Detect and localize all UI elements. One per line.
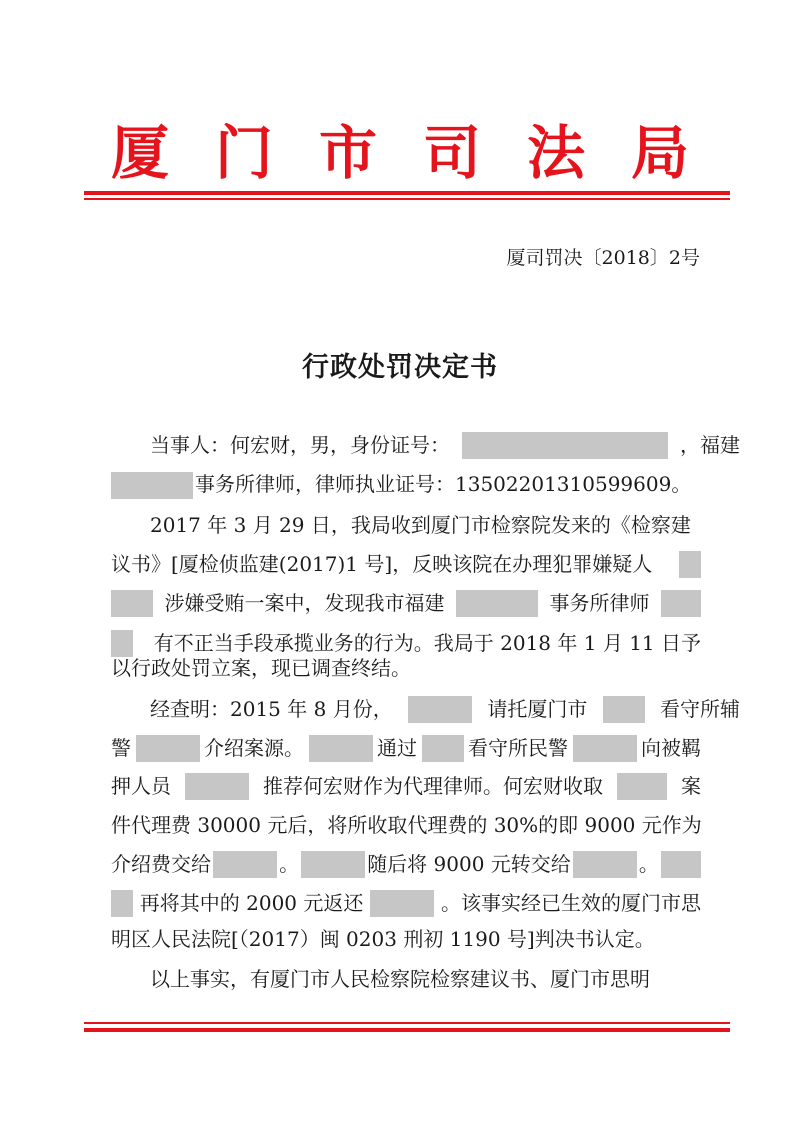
text-segment: 当事人：何宏财，男，身份证号：: [150, 433, 450, 457]
text-segment: 议书》[厦检侦监建(2017)1 号]，反映该院在办理犯罪嫌疑人: [111, 552, 653, 576]
body-line: [111, 845, 701, 884]
text-segment: 押人员: [111, 774, 171, 798]
body-line: [111, 767, 701, 806]
text-segment: 。: [638, 852, 659, 876]
redaction-person-name: [185, 773, 249, 800]
text-segment: 事务所律师，律师执业证号：13502201310599609。: [195, 472, 692, 496]
redaction-district: [603, 696, 645, 723]
body-line: [111, 920, 701, 959]
text-segment: 介绍案源。: [204, 736, 304, 760]
redaction-person-name: [370, 890, 434, 917]
text-segment: 向被羁: [641, 736, 701, 760]
redaction-person-name: [301, 851, 365, 878]
text-segment: 2017 年 3 月 29 日，我局收到厦门市检察院发来的《检察建: [150, 513, 691, 537]
body-line: [111, 545, 701, 584]
text-segment: 经查明：2015 年 8 月份，: [150, 697, 393, 721]
text-segment: 警: [111, 736, 131, 760]
body-line: [150, 506, 740, 545]
redaction-law-firm: [111, 472, 193, 499]
text-segment: 有不正当手段承揽业务的行为。我局于 2018 年 1 月 11 日予: [153, 631, 701, 655]
footer-rule-thin: [84, 1022, 730, 1024]
redaction-person-name: [309, 735, 373, 762]
footer-rule-thick: [84, 1028, 730, 1032]
redaction-person-name: [573, 851, 637, 878]
redaction-law-firm: [456, 590, 538, 617]
text-segment: 。该事实经已生效的厦门市思: [440, 891, 701, 915]
text-segment: 事务所律师: [549, 591, 650, 615]
text-segment: 请托厦门市: [487, 697, 588, 721]
text-segment: ，福建: [680, 433, 740, 457]
body-line: [150, 690, 740, 729]
document-number: 厦司罚决〔2018〕2号: [506, 247, 700, 269]
body-line: [111, 729, 701, 768]
text-segment: 案: [681, 774, 701, 798]
body-line: [150, 960, 740, 999]
text-segment: 随后将 9000 元转交给: [367, 852, 571, 876]
redaction-person-name: [136, 735, 200, 762]
redaction-person-name: [661, 851, 701, 878]
text-segment: 。: [279, 852, 300, 876]
text-segment: 通过: [377, 736, 417, 760]
redaction-person-name: [573, 735, 637, 762]
body-line: [111, 884, 701, 923]
text-segment: 明区人民法院[（2017）闽 0203 刑初 1190 号]判决书认定。: [111, 927, 655, 951]
body-line: [111, 465, 701, 504]
redaction-person-name: [111, 890, 133, 917]
redaction-person-name: [408, 696, 472, 723]
text-segment: 以上事实，有厦门市人民检察院检察建议书、厦门市思明: [150, 967, 650, 991]
text-segment: 介绍费交给: [111, 852, 211, 876]
text-segment: 以行政处罚立案，现已调查终结。: [111, 656, 411, 680]
masthead-rule-thin: [84, 198, 730, 200]
redaction-district: [422, 735, 464, 762]
text-segment: 件代理费 30000 元后，将所收取代理费的 30%的即 9000 元作为: [111, 813, 702, 837]
text-segment: 推荐何宏财作为代理律师。何宏财收取: [263, 774, 603, 798]
text-segment: 看守所民警: [468, 736, 568, 760]
body-line: [111, 806, 701, 845]
text-segment: 看守所辅: [659, 697, 740, 721]
redaction-id-number: [462, 432, 668, 459]
redaction-suspect-name: [679, 551, 701, 578]
body-line: [111, 649, 701, 688]
text-segment: 涉嫌受贿一案中，发现我市福建: [164, 591, 445, 615]
body-line: [150, 426, 740, 465]
redaction-lawyer-name: [661, 590, 701, 617]
redaction-person-name: [617, 773, 667, 800]
masthead-rule-thick: [84, 191, 730, 195]
redaction-person-name: [213, 851, 277, 878]
body-line: [111, 584, 701, 623]
masthead-title: 厦门市司法局: [110, 119, 735, 187]
text-segment: 再将其中的 2000 元返还: [139, 891, 364, 915]
redaction-suspect-name: [111, 590, 153, 617]
document-title: 行政处罚决定书: [302, 352, 498, 383]
